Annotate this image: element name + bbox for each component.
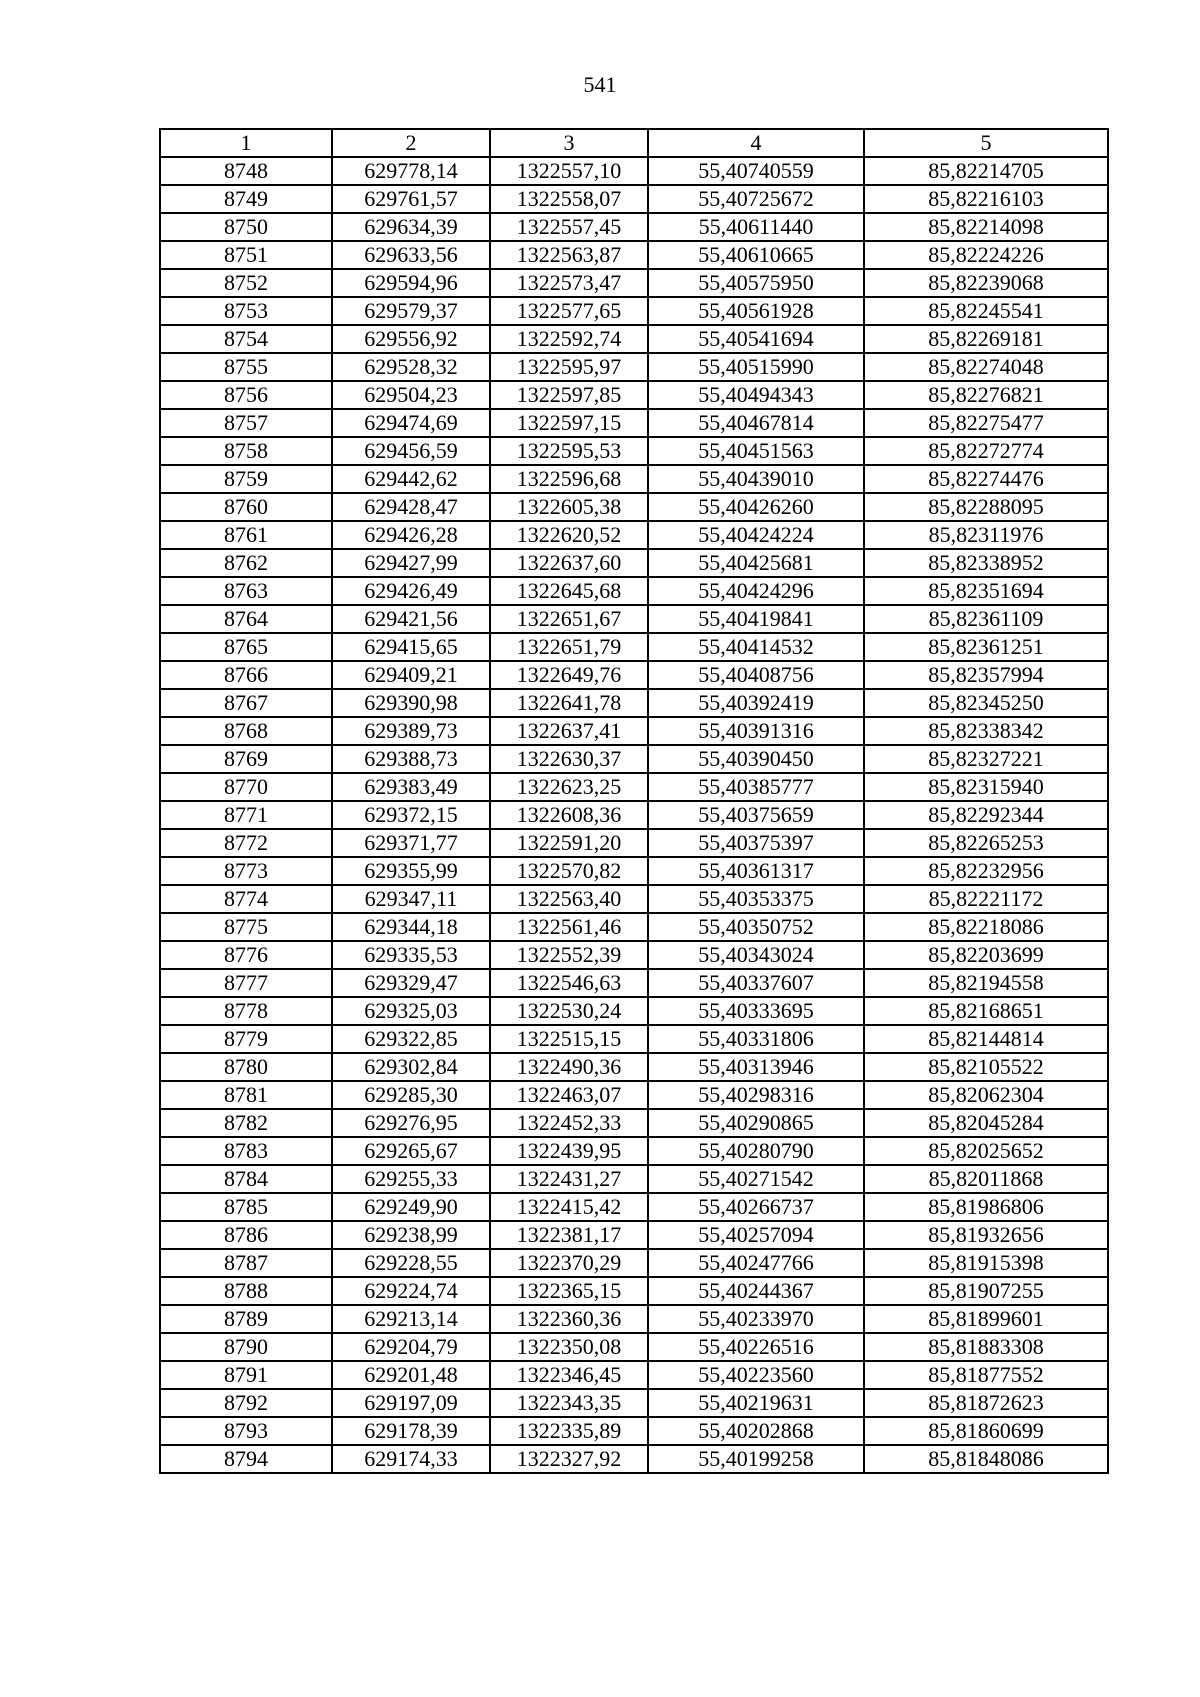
table-cell: 1322452,33 (490, 1109, 648, 1137)
table-row (160, 1193, 1108, 1221)
table-row (160, 521, 1108, 549)
table-row (160, 1249, 1108, 1277)
table-cell: 55,40725672 (648, 185, 864, 213)
page-number: 541 (583, 72, 617, 97)
table-cell: 1322552,39 (490, 941, 648, 969)
table-cell: 85,82292344 (864, 801, 1108, 829)
table-cell: 8769 (160, 745, 332, 773)
table-row (160, 465, 1108, 493)
table-cell: 8789 (160, 1305, 332, 1333)
table-cell: 1322637,60 (490, 549, 648, 577)
table-cell: 629426,49 (332, 577, 490, 605)
table-cell: 629579,37 (332, 297, 490, 325)
table-cell: 8749 (160, 185, 332, 213)
table-cell: 1322641,78 (490, 689, 648, 717)
table-cell: 1322649,76 (490, 661, 648, 689)
table-cell: 629388,73 (332, 745, 490, 773)
table-row (160, 1305, 1108, 1333)
table-cell: 8786 (160, 1221, 332, 1249)
table-cell: 1322605,38 (490, 493, 648, 521)
table-cell: 55,40419841 (648, 605, 864, 633)
table-cell: 629255,33 (332, 1165, 490, 1193)
table-cell: 55,40408756 (648, 661, 864, 689)
table-cell: 8764 (160, 605, 332, 633)
table-cell: 85,81915398 (864, 1249, 1108, 1277)
table-cell: 629415,65 (332, 633, 490, 661)
table-cell: 85,81848086 (864, 1445, 1108, 1473)
table-row (160, 213, 1108, 241)
table-cell: 1322557,45 (490, 213, 648, 241)
table-cell: 55,40337607 (648, 969, 864, 997)
table-cell: 8784 (160, 1165, 332, 1193)
table-cell: 85,82327221 (864, 745, 1108, 773)
table-cell: 8765 (160, 633, 332, 661)
table-cell: 55,40425681 (648, 549, 864, 577)
table-cell: 8793 (160, 1417, 332, 1445)
table-cell: 1322557,10 (490, 157, 648, 185)
table-cell: 55,40199258 (648, 1445, 864, 1473)
table-cell: 8761 (160, 521, 332, 549)
table-cell: 629372,15 (332, 801, 490, 829)
table-cell: 1322365,15 (490, 1277, 648, 1305)
table-cell: 8785 (160, 1193, 332, 1221)
table-cell: 1322651,67 (490, 605, 648, 633)
table-cell: 8752 (160, 269, 332, 297)
table-cell: 1322439,95 (490, 1137, 648, 1165)
table-cell: 55,40233970 (648, 1305, 864, 1333)
table-row (160, 885, 1108, 913)
table-cell: 85,82239068 (864, 269, 1108, 297)
table-cell: 85,82265253 (864, 829, 1108, 857)
table-cell: 55,40467814 (648, 409, 864, 437)
table-row (160, 577, 1108, 605)
column-header: 3 (490, 129, 648, 157)
table-cell: 1322546,63 (490, 969, 648, 997)
table-cell: 1322651,79 (490, 633, 648, 661)
table-cell: 55,40439010 (648, 465, 864, 493)
table-row (160, 941, 1108, 969)
table-cell: 629322,85 (332, 1025, 490, 1053)
table-row (160, 185, 1108, 213)
table-cell: 8772 (160, 829, 332, 857)
table-cell: 55,40740559 (648, 157, 864, 185)
table-cell: 1322592,74 (490, 325, 648, 353)
table-cell: 8774 (160, 885, 332, 913)
table-cell: 85,82214705 (864, 157, 1108, 185)
table-cell: 629594,96 (332, 269, 490, 297)
table-cell: 85,82216103 (864, 185, 1108, 213)
table-cell: 85,82351694 (864, 577, 1108, 605)
table-row (160, 269, 1108, 297)
table-cell: 85,82315940 (864, 773, 1108, 801)
table-cell: 55,40375659 (648, 801, 864, 829)
table-cell: 85,82345250 (864, 689, 1108, 717)
table-row (160, 353, 1108, 381)
table-cell: 85,82361109 (864, 605, 1108, 633)
table-cell: 1322431,27 (490, 1165, 648, 1193)
table-cell: 85,82311976 (864, 521, 1108, 549)
table-cell: 629228,55 (332, 1249, 490, 1277)
table-cell: 1322595,53 (490, 437, 648, 465)
table-cell: 8760 (160, 493, 332, 521)
table-row (160, 1053, 1108, 1081)
table-cell: 8794 (160, 1445, 332, 1473)
table-row (160, 1333, 1108, 1361)
table-cell: 8767 (160, 689, 332, 717)
table-cell: 629204,79 (332, 1333, 490, 1361)
table-cell: 55,40611440 (648, 213, 864, 241)
table-cell: 8783 (160, 1137, 332, 1165)
table-cell: 629761,57 (332, 185, 490, 213)
table-body (160, 129, 1108, 1473)
table-cell: 1322591,20 (490, 829, 648, 857)
table-row (160, 1109, 1108, 1137)
table-cell: 85,82168651 (864, 997, 1108, 1025)
table-cell: 629421,56 (332, 605, 490, 633)
table-cell: 8762 (160, 549, 332, 577)
table-row (160, 633, 1108, 661)
table-cell: 8792 (160, 1389, 332, 1417)
table-cell: 8750 (160, 213, 332, 241)
table-cell: 629335,53 (332, 941, 490, 969)
table-cell: 1322620,52 (490, 521, 648, 549)
table-cell: 85,82272774 (864, 437, 1108, 465)
table-cell: 8754 (160, 325, 332, 353)
table-cell: 629409,21 (332, 661, 490, 689)
table-row (160, 409, 1108, 437)
table-cell: 85,82221172 (864, 885, 1108, 913)
table-cell: 85,82275477 (864, 409, 1108, 437)
table-cell: 8781 (160, 1081, 332, 1109)
table-cell: 55,40202868 (648, 1417, 864, 1445)
table-cell: 55,40424296 (648, 577, 864, 605)
table-row (160, 493, 1108, 521)
table-cell: 55,40247766 (648, 1249, 864, 1277)
table-cell: 629504,23 (332, 381, 490, 409)
table-cell: 1322343,35 (490, 1389, 648, 1417)
table-cell: 629383,49 (332, 773, 490, 801)
table-cell: 8751 (160, 241, 332, 269)
table-cell: 629778,14 (332, 157, 490, 185)
table-cell: 629249,90 (332, 1193, 490, 1221)
table-cell: 8788 (160, 1277, 332, 1305)
table-cell: 85,82062304 (864, 1081, 1108, 1109)
table-cell: 55,40385777 (648, 773, 864, 801)
table-cell: 55,40290865 (648, 1109, 864, 1137)
table-cell: 85,82361251 (864, 633, 1108, 661)
table-cell: 1322563,40 (490, 885, 648, 913)
table-cell: 55,40333695 (648, 997, 864, 1025)
table-cell: 8791 (160, 1361, 332, 1389)
table-cell: 85,81860699 (864, 1417, 1108, 1445)
table-cell: 55,40271542 (648, 1165, 864, 1193)
table-cell: 85,82105522 (864, 1053, 1108, 1081)
table-cell: 1322595,97 (490, 353, 648, 381)
table-cell: 629178,39 (332, 1417, 490, 1445)
column-header: 4 (648, 129, 864, 157)
table-cell: 8770 (160, 773, 332, 801)
table-cell: 1322570,82 (490, 857, 648, 885)
table-cell: 629426,28 (332, 521, 490, 549)
table-cell: 629238,99 (332, 1221, 490, 1249)
table-cell: 629556,92 (332, 325, 490, 353)
table-row (160, 381, 1108, 409)
table-cell: 55,40494343 (648, 381, 864, 409)
table-cell: 629427,99 (332, 549, 490, 577)
table-cell: 55,40424224 (648, 521, 864, 549)
table-row (160, 157, 1108, 185)
table-cell: 85,82338342 (864, 717, 1108, 745)
table-row (160, 549, 1108, 577)
table-cell: 629528,32 (332, 353, 490, 381)
table-cell: 1322645,68 (490, 577, 648, 605)
table-cell: 85,82232956 (864, 857, 1108, 885)
table-row (160, 857, 1108, 885)
table-cell: 8758 (160, 437, 332, 465)
table-cell: 629633,56 (332, 241, 490, 269)
table-cell: 1322381,17 (490, 1221, 648, 1249)
table-row (160, 1137, 1108, 1165)
table-cell: 629634,39 (332, 213, 490, 241)
table-cell: 55,40541694 (648, 325, 864, 353)
table-cell: 55,40343024 (648, 941, 864, 969)
table-cell: 85,82194558 (864, 969, 1108, 997)
table-row (160, 801, 1108, 829)
table-cell: 55,40244367 (648, 1277, 864, 1305)
table-cell: 629285,30 (332, 1081, 490, 1109)
table-cell: 629276,95 (332, 1109, 490, 1137)
table-cell: 629201,48 (332, 1361, 490, 1389)
table-row (160, 1389, 1108, 1417)
table-cell: 629302,84 (332, 1053, 490, 1081)
table-cell: 55,40298316 (648, 1081, 864, 1109)
table-cell: 85,82338952 (864, 549, 1108, 577)
table-cell: 85,81877552 (864, 1361, 1108, 1389)
table-cell: 629213,14 (332, 1305, 490, 1333)
table-row (160, 745, 1108, 773)
table-cell: 629474,69 (332, 409, 490, 437)
table-row (160, 325, 1108, 353)
table-cell: 8790 (160, 1333, 332, 1361)
table-cell: 8779 (160, 1025, 332, 1053)
table-cell: 1322463,07 (490, 1081, 648, 1109)
table-cell: 85,82203699 (864, 941, 1108, 969)
table-cell: 8778 (160, 997, 332, 1025)
table-row (160, 1417, 1108, 1445)
table-cell: 1322346,45 (490, 1361, 648, 1389)
table-cell: 55,40361317 (648, 857, 864, 885)
table-cell: 1322597,15 (490, 409, 648, 437)
table-cell: 1322490,36 (490, 1053, 648, 1081)
table-cell: 55,40353375 (648, 885, 864, 913)
table-cell: 55,40390450 (648, 745, 864, 773)
table-cell: 8768 (160, 717, 332, 745)
table-cell: 629390,98 (332, 689, 490, 717)
table-cell: 629344,18 (332, 913, 490, 941)
table-cell: 85,82288095 (864, 493, 1108, 521)
table-cell: 85,82245541 (864, 297, 1108, 325)
column-header: 2 (332, 129, 490, 157)
table-cell: 55,40561928 (648, 297, 864, 325)
table-row (160, 1277, 1108, 1305)
table-cell: 629325,03 (332, 997, 490, 1025)
table-cell: 55,40219631 (648, 1389, 864, 1417)
table-row (160, 437, 1108, 465)
table-cell: 1322637,41 (490, 717, 648, 745)
table-cell: 1322596,68 (490, 465, 648, 493)
table-cell: 55,40375397 (648, 829, 864, 857)
column-header: 1 (160, 129, 332, 157)
table-cell: 85,82274476 (864, 465, 1108, 493)
table-cell: 85,82045284 (864, 1109, 1108, 1137)
table-cell: 8748 (160, 157, 332, 185)
table-cell: 85,81872623 (864, 1389, 1108, 1417)
table-cell: 8763 (160, 577, 332, 605)
table-cell: 8771 (160, 801, 332, 829)
table-cell: 629456,59 (332, 437, 490, 465)
table-cell: 55,40350752 (648, 913, 864, 941)
table-cell: 85,81883308 (864, 1333, 1108, 1361)
table-cell: 85,81907255 (864, 1277, 1108, 1305)
table-cell: 85,82274048 (864, 353, 1108, 381)
table-cell: 8756 (160, 381, 332, 409)
table-cell: 8757 (160, 409, 332, 437)
table-row (160, 1361, 1108, 1389)
table-cell: 1322577,65 (490, 297, 648, 325)
table-cell: 8759 (160, 465, 332, 493)
table-row (160, 1445, 1108, 1473)
table-cell: 8777 (160, 969, 332, 997)
table-cell: 8753 (160, 297, 332, 325)
table-cell: 1322597,85 (490, 381, 648, 409)
table-cell: 629174,33 (332, 1445, 490, 1473)
table-cell: 85,81986806 (864, 1193, 1108, 1221)
table-cell: 55,40515990 (648, 353, 864, 381)
table-cell: 55,40257094 (648, 1221, 864, 1249)
table-row (160, 1221, 1108, 1249)
column-header: 5 (864, 129, 1108, 157)
table-cell: 55,40226516 (648, 1333, 864, 1361)
table-row (160, 1165, 1108, 1193)
table-cell: 1322608,36 (490, 801, 648, 829)
table-cell: 629389,73 (332, 717, 490, 745)
table-row (160, 997, 1108, 1025)
table-cell: 8787 (160, 1249, 332, 1277)
table-cell: 55,40280790 (648, 1137, 864, 1165)
table-cell: 85,82218086 (864, 913, 1108, 941)
table-cell: 8782 (160, 1109, 332, 1137)
table-cell: 8766 (160, 661, 332, 689)
table-row (160, 717, 1108, 745)
table-cell: 1322335,89 (490, 1417, 648, 1445)
table-row (160, 829, 1108, 857)
table-cell: 85,82276821 (864, 381, 1108, 409)
table-cell: 1322370,29 (490, 1249, 648, 1277)
table-cell: 8755 (160, 353, 332, 381)
table-cell: 1322630,37 (490, 745, 648, 773)
table-cell: 55,40392419 (648, 689, 864, 717)
table-cell: 55,40391316 (648, 717, 864, 745)
table-cell: 85,82224226 (864, 241, 1108, 269)
table-row (160, 1081, 1108, 1109)
table-cell: 1322623,25 (490, 773, 648, 801)
table-row (160, 1025, 1108, 1053)
table-cell: 85,81932656 (864, 1221, 1108, 1249)
table-cell: 8775 (160, 913, 332, 941)
table-cell: 629265,67 (332, 1137, 490, 1165)
table-cell: 629329,47 (332, 969, 490, 997)
table-cell: 629428,47 (332, 493, 490, 521)
table-row (160, 605, 1108, 633)
table-cell: 629355,99 (332, 857, 490, 885)
table-cell: 55,40266737 (648, 1193, 864, 1221)
table-cell: 8776 (160, 941, 332, 969)
table-row (160, 913, 1108, 941)
table-row (160, 297, 1108, 325)
table-cell: 85,82011868 (864, 1165, 1108, 1193)
table-cell: 1322350,08 (490, 1333, 648, 1361)
table-cell: 55,40313946 (648, 1053, 864, 1081)
table-cell: 629371,77 (332, 829, 490, 857)
table-cell: 1322327,92 (490, 1445, 648, 1473)
table-cell: 8773 (160, 857, 332, 885)
table-cell: 1322360,36 (490, 1305, 648, 1333)
table-cell: 55,40223560 (648, 1361, 864, 1389)
table-cell: 1322573,47 (490, 269, 648, 297)
table-cell: 1322563,87 (490, 241, 648, 269)
table-cell: 1322415,42 (490, 1193, 648, 1221)
coordinates-table (159, 128, 1109, 1474)
table-row (160, 241, 1108, 269)
table-cell: 85,81899601 (864, 1305, 1108, 1333)
table-cell: 1322530,24 (490, 997, 648, 1025)
table-cell: 629347,11 (332, 885, 490, 913)
table-header-row (160, 129, 1108, 157)
table-cell: 1322558,07 (490, 185, 648, 213)
table-cell: 85,82269181 (864, 325, 1108, 353)
table-cell: 55,40575950 (648, 269, 864, 297)
table-row (160, 689, 1108, 717)
table-cell: 629442,62 (332, 465, 490, 493)
table-cell: 85,82214098 (864, 213, 1108, 241)
table-cell: 629197,09 (332, 1389, 490, 1417)
table-row (160, 661, 1108, 689)
table-cell: 85,82357994 (864, 661, 1108, 689)
table-cell: 85,82144814 (864, 1025, 1108, 1053)
table-row (160, 969, 1108, 997)
table-cell: 55,40426260 (648, 493, 864, 521)
table-cell: 55,40414532 (648, 633, 864, 661)
table-cell: 1322515,15 (490, 1025, 648, 1053)
table-cell: 55,40451563 (648, 437, 864, 465)
table-cell: 55,40331806 (648, 1025, 864, 1053)
table-cell: 1322561,46 (490, 913, 648, 941)
table-cell: 85,82025652 (864, 1137, 1108, 1165)
table-row (160, 773, 1108, 801)
table-cell: 629224,74 (332, 1277, 490, 1305)
table-cell: 8780 (160, 1053, 332, 1081)
table-cell: 55,40610665 (648, 241, 864, 269)
